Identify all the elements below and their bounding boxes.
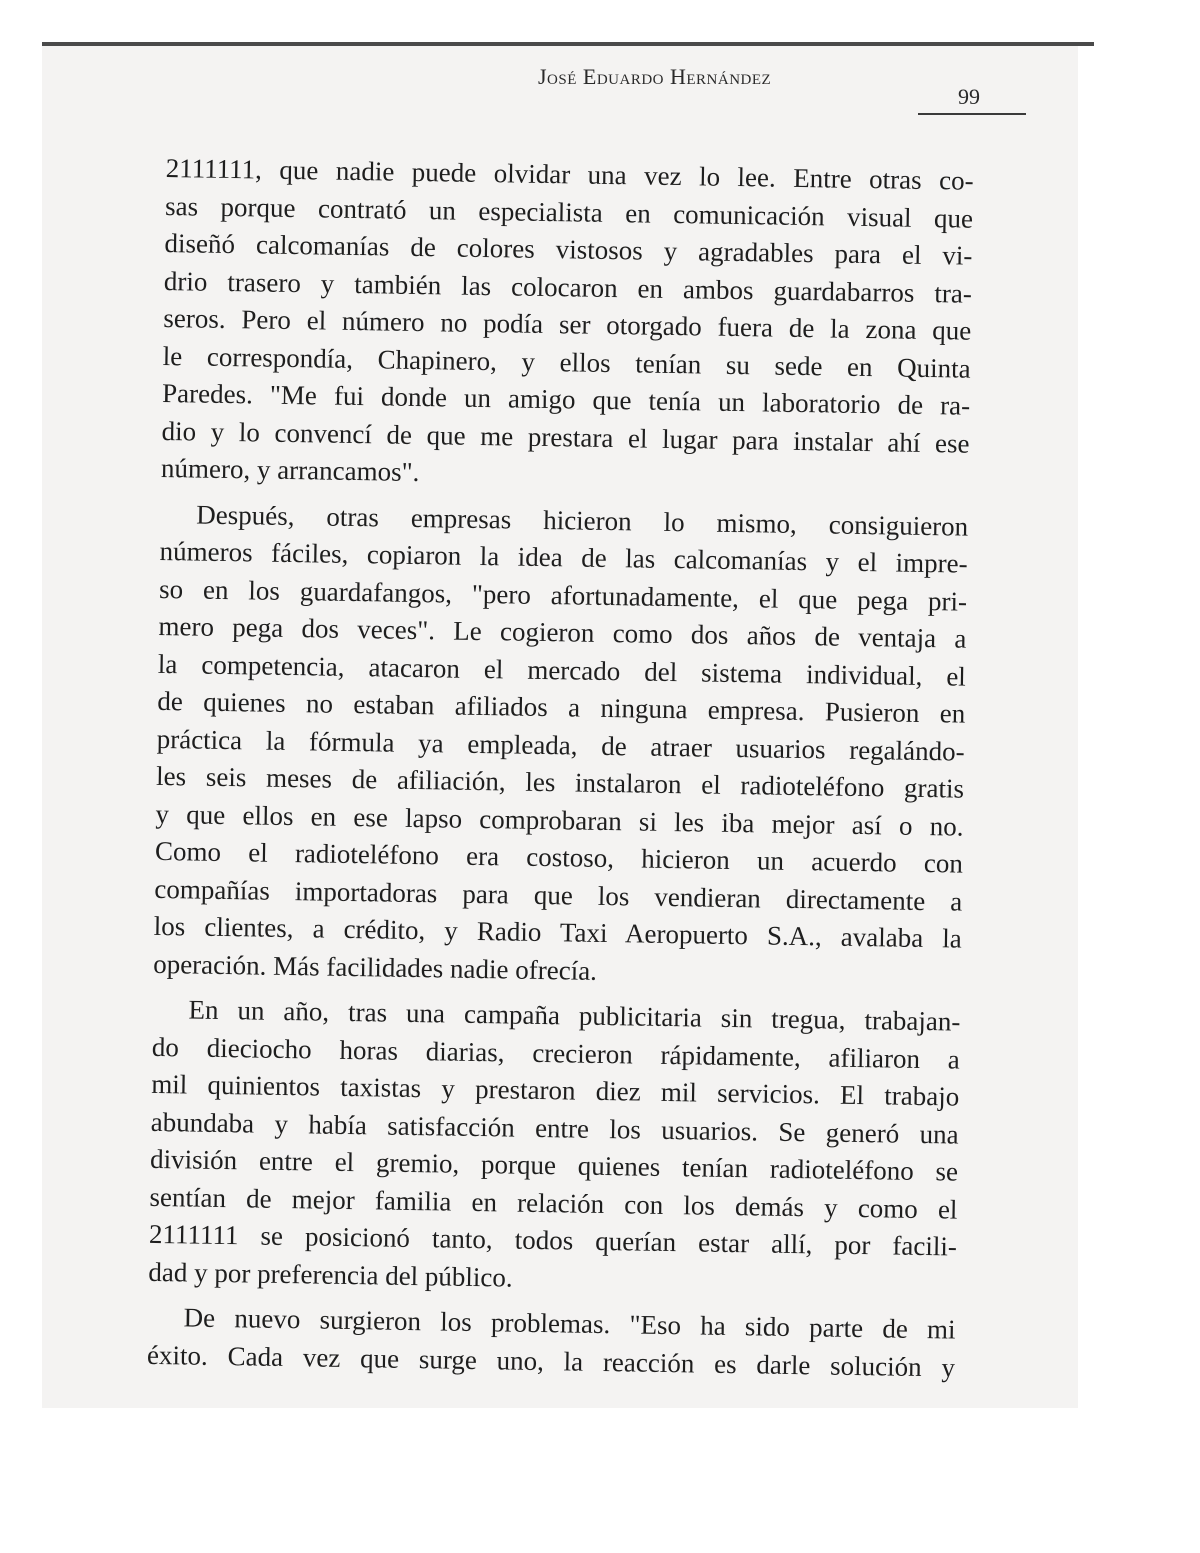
text-line: drio trasero y también las colocaron en ambos guardabarros tra- (163, 265, 973, 309)
text-line: les seis meses de afiliación, les instalaron el radioteléfono gratis (155, 760, 965, 804)
text-line: En un año, tras una campaña publicitaria sin tregua, trabajan- (188, 994, 961, 1037)
text-line: operación. Más facilidades nadie ofrecía. (152, 948, 598, 986)
text-line: división entre el gremio, porque quienes tenían radioteléfono se (149, 1143, 959, 1187)
text-line: números fáciles, copiaron la idea de las calcomanías y el impre- (159, 535, 968, 579)
text-line: número, y arrancamos". (160, 452, 420, 488)
page-number: 99 (958, 84, 980, 109)
text-line: 2111111, que nadie puede olvidar una vez lo lee. Entre otras co- (165, 152, 974, 196)
text-line: mero pega dos veces". Le cogieron como dos años de ventaja a (158, 610, 967, 654)
text-line: seros. Pero el número no podía ser otorgado fuera de la zona que (163, 302, 972, 346)
text-line: mil quinientos taxistas y prestaron diez mil servicios. El trabajo (151, 1068, 960, 1112)
text-line: dad y por preferencia del público. (148, 1256, 513, 1293)
text-line: De nuevo surgieron los problemas. "Eso ha sido parte de mi (183, 1302, 956, 1345)
body-text (147, 150, 974, 1387)
text-line: abundaba y había satisfacción entre los usuarios. Se generó una (150, 1106, 959, 1150)
text-line: práctica la fórmula ya empleada, de atraer usuarios regalándo- (156, 723, 965, 767)
text-line: de quienes no estaban afiliados a ninguna empresa. Pusieron en (157, 685, 966, 729)
text-line: éxito. Cada vez que surge uno, la reacción es darle solución y (146, 1339, 956, 1383)
text-line: Después, otras empresas hicieron lo mismo, consiguieron (196, 499, 969, 542)
text-line: compañías importadoras para que los vendieran directamente a (154, 873, 963, 917)
paragraph (147, 1299, 956, 1387)
page-number-underline (918, 113, 1026, 115)
text-line: do dieciocho horas diarias, crecieron rápidamente, afiliaron a (151, 1031, 961, 1075)
text-line: sas porque contrató un especialista en comunicación visual que (164, 190, 974, 234)
paragraph (148, 991, 961, 1304)
text-line: la competencia, atacaron el mercado del sistema individual, el (157, 648, 967, 692)
text-line: 2111111 se posicionó tanto, todos querían estar allí, por facili- (148, 1218, 958, 1262)
text-line: y que ellos en ese lapso comprobaran si les iba mejor así o no. (155, 798, 964, 842)
text-line: sentían de mejor familia en relación con los demás y como el (149, 1181, 958, 1225)
text-line: los clientes, a crédito, y Radio Taxi Aeropuerto S.A., avalaba la (153, 910, 962, 954)
text-line: Como el radioteléfono era costoso, hicieron un acuerdo con (154, 835, 964, 879)
text-line: diseñó calcomanías de colores vistosos y agradables para el vi- (164, 227, 973, 271)
paragraph (161, 150, 974, 500)
text-line: so en los guardafangos, "pero afortunadamente, el que pega pri- (158, 573, 968, 617)
text-line: Paredes. "Me fui donde un amigo que tenía un laboratorio de ra- (161, 377, 971, 421)
top-rule (42, 42, 1094, 46)
running-header-author: José Eduardo Hernández (538, 64, 772, 89)
paragraph (153, 495, 969, 995)
text-line: dio y lo convencí de que me prestara el lugar para instalar ahí ese (161, 415, 970, 459)
text-line: le correspondía, Chapinero, y ellos tenían su sede en Quinta (162, 340, 971, 384)
